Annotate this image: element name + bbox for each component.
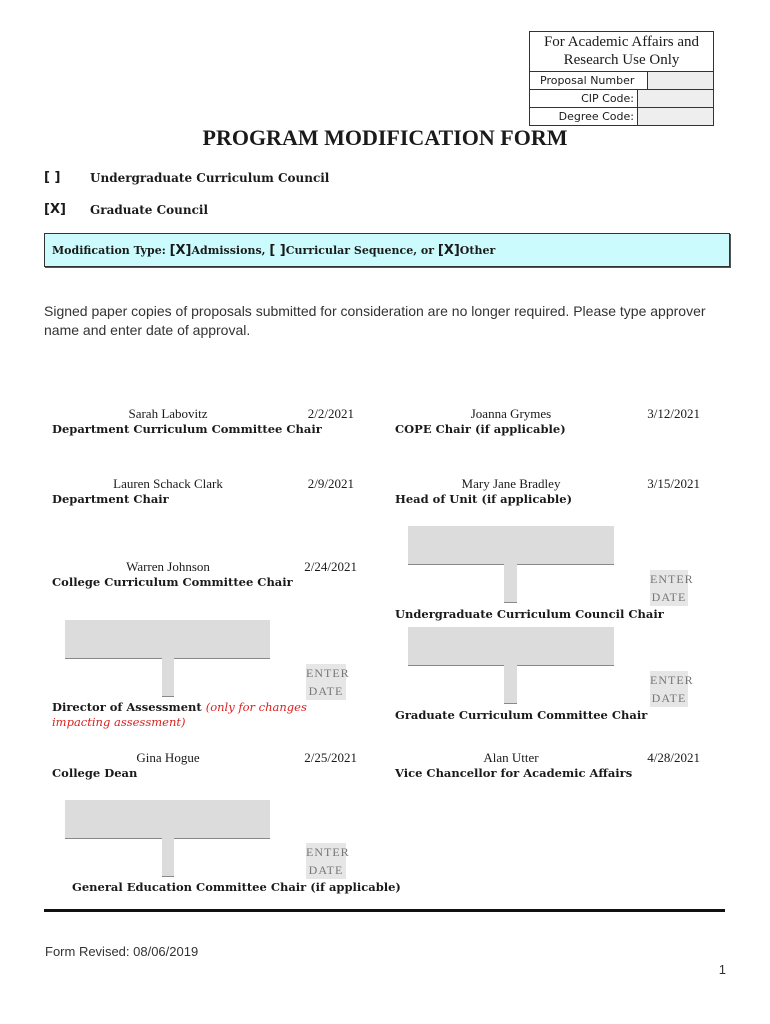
head-of-unit-name[interactable]: Mary Jane Bradley [461,476,561,491]
use-box-header: For Academic Affairs and Research Use Only [530,32,713,72]
proposal-number-label: Proposal Number [530,72,648,89]
gcc-chair-field-stub[interactable] [504,665,517,704]
graduate-council-checkbox[interactable]: [X] [44,202,66,217]
college-dean-name[interactable]: Gina Hogue [136,750,200,765]
vc-academic-name[interactable]: Alan Utter [483,750,539,765]
use-box-row-cip [530,90,713,108]
cope-chair-role: COPE Chair (if applicable) [395,422,566,436]
gcc-chair-role: Graduate Curriculum Committee Chair [395,708,648,722]
proposal-number-field[interactable] [648,72,713,89]
curricular-sequence-label: Curricular Sequence, [285,244,418,257]
modification-type-box [44,233,730,267]
enter-placeholder: ENTER [306,845,350,859]
enter-placeholder: ENTER [306,666,350,680]
college-cc-chair-role: College Curriculum Committee Chair [52,575,293,589]
dept-chair-date[interactable]: 2/9/2021 [307,476,354,491]
admissions-checkbox[interactable]: [X] [169,243,192,258]
director-assessment-name-field[interactable] [65,620,270,659]
gcc-chair-name-field[interactable] [408,627,614,666]
cope-chair-date[interactable]: 3/12/2021 [647,406,700,421]
ucc-chair-name-field[interactable] [408,526,614,565]
head-of-unit-date[interactable]: 3/15/2021 [647,476,700,491]
director-assessment-field-stub[interactable] [162,658,174,697]
other-checkbox[interactable]: [X] [437,243,460,258]
page-number: 1 [718,962,726,977]
date-placeholder: DATE [308,863,344,877]
instructions-text: Signed paper copies of proposals submitted for consideration are no longer required. Please type approver name and enter date of approval. [44,303,706,338]
form-revised-text: Form Revised: 08/06/2019 [45,944,199,959]
degree-code-label: Degree Code: [530,108,638,125]
cip-code-label: CIP Code: [530,90,638,107]
director-assessment-role: Director of Assessment [52,700,202,714]
gen-ed-chair-role: General Education Committee Chair (if applicable) [72,880,401,894]
use-box-row-proposal [530,72,713,90]
dept-chair-role: Department Chair [52,492,169,506]
dept-cc-chair-date[interactable]: 2/2/2021 [307,406,354,421]
ucc-chair-role: Undergraduate Curriculum Council Chair [395,607,664,621]
curricular-sequence-checkbox[interactable]: [ ] [269,243,286,258]
date-placeholder: DATE [651,590,687,604]
dept-cc-chair-role: Department Curriculum Committee Chair [52,422,322,436]
modification-type-label: Modification Type: [52,244,166,257]
enter-placeholder: ENTER [650,572,694,586]
other-label: Other [459,244,496,257]
cip-code-field[interactable] [638,90,713,107]
gen-ed-chair-date-field[interactable] [306,843,350,879]
college-dean-date[interactable]: 2/25/2021 [304,750,357,765]
gen-ed-chair-field-stub[interactable] [162,838,174,877]
vc-academic-role: Vice Chancellor for Academic Affairs [395,766,633,780]
dept-cc-chair-name[interactable]: Sarah Labovitz [128,406,208,421]
degree-code-field[interactable] [638,108,713,125]
gcc-chair-date-field[interactable] [650,671,694,707]
head-of-unit-role: Head of Unit (if applicable) [395,492,573,506]
graduate-council-label: Graduate Council [90,203,209,217]
page-title: PROGRAM MODIFICATION FORM [202,125,568,150]
director-assessment-note: (only for changes impacting assessment) [52,700,307,729]
college-cc-chair-date[interactable]: 2/24/2021 [304,559,357,574]
director-assessment-date-field[interactable] [306,664,350,700]
enter-placeholder: ENTER [650,673,694,687]
use-box-row-degree [530,108,713,125]
cope-chair-name[interactable]: Joanna Grymes [470,406,552,421]
academic-affairs-use-box [529,31,714,126]
date-placeholder: DATE [651,691,687,705]
date-placeholder: DATE [308,684,344,698]
ucc-chair-date-field[interactable] [650,570,694,606]
college-cc-chair-name[interactable]: Warren Johnson [126,559,210,574]
vc-academic-date[interactable]: 4/28/2021 [647,750,700,765]
or-label: or [420,244,435,257]
college-dean-role: College Dean [52,766,138,780]
ucc-checkbox[interactable]: [ ] [44,170,61,185]
admissions-label: Admissions, [191,244,266,257]
ucc-chair-field-stub[interactable] [504,564,517,603]
dept-chair-name[interactable]: Lauren Schack Clark [113,476,223,491]
ucc-label: Undergraduate Curriculum Council [90,171,330,185]
gen-ed-chair-name-field[interactable] [65,800,270,839]
footer-divider [44,909,725,912]
director-assessment-role-block [52,700,352,730]
